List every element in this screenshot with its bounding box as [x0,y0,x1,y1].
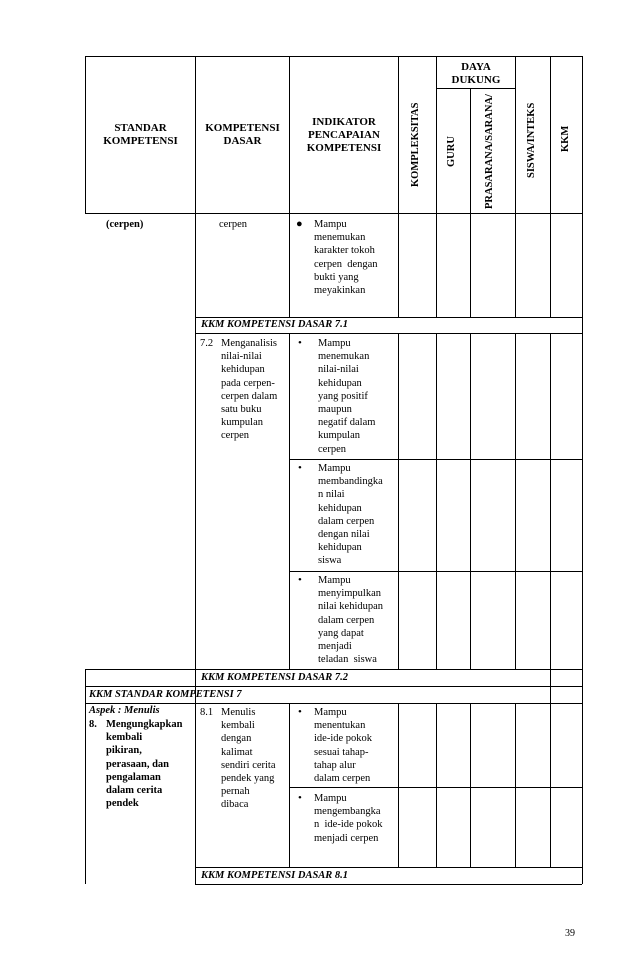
header-kompleksitas: KOMPLEKSITAS [410,102,421,187]
page-number: 39 [565,928,575,939]
header-guru: GURU [446,136,457,167]
header-daya-dukung: DAYA DUKUNG [451,61,501,86]
kkm-kd-8-1: KKM KOMPETENSI DASAR 8.1 [201,870,349,881]
bullet-icon: • [298,792,302,804]
indicator-8-1-a: Mampu menentukan ide-ide pokok sesuai tahap- tahap alur dalam cerpen [314,707,373,785]
bullet-icon: ● [296,218,303,230]
sk-8-text: Mengungkapkan kembali pikiran, perasaan, dan pengalaman dalam cerita pendek [106,719,183,810]
header-indikator: INDIKATOR PENCAPAIAN KOMPETENSI [306,116,382,154]
header-standar-kompetensi: STANDAR KOMPETENSI [103,122,178,147]
sk-8-number: 8. [89,719,97,730]
kkm-sk-7: KKM STANDAR KOMPETENSI 7 [89,689,242,700]
indicator-7-2-c: Mampu menyimpulkan nilai kehidupan dalam cerpen yang dapat menjadi teladan siswa [318,575,384,666]
sk-cerpen: (cerpen) [106,219,144,230]
indicator-8-1-b: Mampu mengembangka n ide-ide pokok menjadi cerpen [314,793,383,844]
bullet-icon: • [298,706,302,718]
indicator-karakter: Mampu menemukan karakter tokoh cerpen dengan bukti yang meyakinkan [314,219,378,297]
bullet-icon: • [298,574,302,586]
indicator-7-2-a: Mampu menemukan nilai-nilai kehidupan yang positif maupun negatif dalam kumpulan cerpen [318,338,376,455]
indicator-7-2-b: Mampu membandingka n nilai kehidupan dalam cerpen dengan nilai kehidupan siswa [318,463,383,567]
kd-7-2-text: Menganalisis nilai-nilai kehidupan pada cerpen- cerpen dalam satu buku kumpulan cerpen [221,338,278,442]
header-siswa-inteks: SISWA/INTEKS [526,102,537,178]
header-kompetensi-dasar: KOMPETENSI DASAR [205,122,280,147]
kd-cerpen: cerpen [219,219,247,230]
kkm-kd-7-2: KKM KOMPETENSI DASAR 7.2 [201,672,349,683]
kd-8-1-text: Menulis kembali dengan kalimat sendiri cerita pendek yang pernah dibaca [221,707,276,811]
bullet-icon: • [298,337,302,349]
bullet-icon: • [298,462,302,474]
aspek-menulis: Aspek : Menulis [89,705,160,716]
kd-8-1-number: 8.1 [200,707,214,718]
kkm-kd-7-1: KKM KOMPETENSI DASAR 7.1 [201,319,349,330]
header-prasarana: PRASARANA/SARANA/ [484,94,495,209]
header-kkm: KKM [560,125,571,152]
kd-7-2-number: 7.2 [200,338,214,349]
